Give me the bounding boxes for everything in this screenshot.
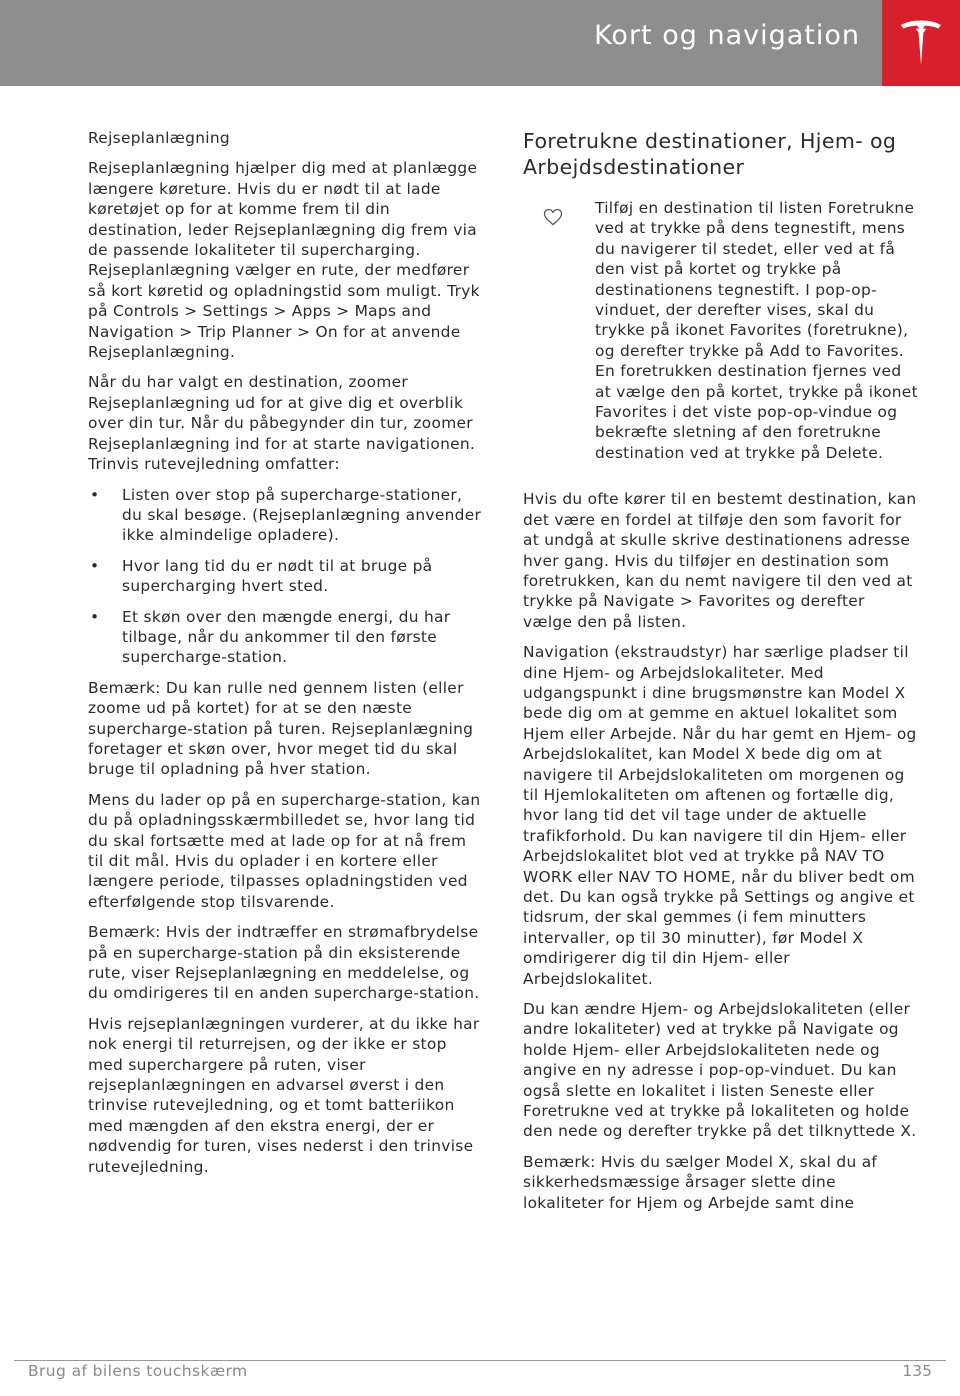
list-item-text: Listen over stop på supercharge-stationer, du skal besøge. (Rejseplanlægning anvender ikke almindelige opladere).	[122, 485, 482, 545]
right-column	[523, 128, 918, 1223]
paragraph: Du kan ændre Hjem- og Arbejdslokaliteten (eller andre lokaliteter) ved at trykke på Navigate og holde Hjem- eller Arbejdslokaliteten nede og angive en ny adresse i pop-op-vinduet. Du kan også slette en lokalitet i listen Seneste eller Foretrukne ved at trykke på lokaliteten og holde den nede og derefter trykke på det tilknyttede X.	[523, 1000, 917, 1141]
note-paragraph: Bemærk: Hvis der indtræffer en strømafbrydelse på en supercharge-station på din eksisterende rute, viser Rejseplanlægning en meddelelse, og du omdirigeres til en anden supercharge-station.	[88, 923, 480, 1003]
note-paragraph: Bemærk: Du kan rulle ned gennem listen (eller zoome ud på kortet) for at se den næste supercharge-station på turen. Rejseplanlægning foretager et skøn over, hvor meget tid du skal bruge til opladning på hver station.	[88, 678, 474, 779]
logo-badge	[882, 0, 960, 86]
heart-outline-icon	[543, 208, 563, 226]
section-heading-trip-planner: Rejseplanlægning	[88, 129, 230, 147]
list-item-text: Et skøn over den mængde energi, du har tilbage, når du ankommer til den første supercharge-station.	[122, 607, 451, 667]
paragraph: Rejseplanlægning hjælper dig med at planlægge længere køreture. Hvis du er nødt til at lade køretøjet op for at komme frem til din destination, leder Rejseplanlægning dig frem via de passende lokaliteter til supercharging. Rejseplanlægning vælger en rute, der medfører så kort køretid og opladningstid som muligt. Tryk på Controls > Settings > Apps > Maps and Navigation > Trip Planner > On for at anvende Rejseplanlægning.	[88, 159, 480, 362]
paragraph: Navigation (ekstraudstyr) har særlige pladser til dine Hjem- og Arbejdslokaliteter. Med udgangspunkt i dine brugsmønstre kan Model X bede dig om at gemme en aktuel lokalitet som Hjem eller Arbejde. Når du har gemt en Hjem- og Arbejdslokalitet, kan Model X bede dig om at navigere til Arbejdslokaliteten om morgenen og til Hjemlokaliteten om aftenen og fortælle dig, hvor lang tid det vil tage under de aktuelle trafikforhold. Du kan navigere til din Hjem- eller Arbejdslokalitet blot ved at trykke på NAV TO WORK eller NAV TO HOME, når du bliver bedt om det. Du kan også trykke på Settings og angive et tidsrum, der skal gemmes (i fem minutters intervaller, op til 30 minutter), før Model X omdirigerer dig til din Hjem- eller Arbejdslokalitet.	[523, 643, 917, 988]
tesla-logo-icon	[898, 16, 944, 68]
paragraph: Hvis rejseplanlægningen vurderer, at du ikke har nok energi til returrejsen, og der ikke er stop med superchargere på ruten, viser rejseplanlægningen en advarsel øverst i den trinvise rutevejledning, og et tomt batteriikon med mængden af den ekstra energi, der er nødvendig for turen, vises nederst i den trinvise rutevejledning.	[88, 1014, 480, 1176]
bullet-icon: •	[90, 607, 100, 626]
left-column	[88, 128, 484, 1187]
tip-note	[523, 198, 918, 463]
list-item	[88, 607, 484, 668]
footer-divider	[14, 1360, 946, 1361]
footer-section-title: Brug af bilens touchskærm	[28, 1362, 248, 1380]
bullet-icon: •	[90, 556, 100, 575]
page-number: 135	[902, 1362, 932, 1380]
paragraph: Mens du lader op på en supercharge-station, kan du på opladningsskærmbilledet se, hvor lang tid du skal fortsætte med at lade op for at nå frem til dit mål. Hvis du oplader i en kortere eller længere periode, tilpasses opladningstiden ved efterfølgende stop tilsvarende.	[88, 790, 481, 911]
page-title: Kort og navigation	[594, 20, 860, 51]
paragraph: Hvis du ofte kører til en bestemt destination, kan det være en fordel at tilføje den som favorit for at undgå at skulle skrive destinationens adresse hver gang. Hvis du tilføjer en destination som foretrukken, kan du nemt navigere til den ved at trykke på Navigate > Favorites og derefter vælge den på listen.	[523, 490, 917, 631]
bullet-icon: •	[90, 485, 100, 504]
bullet-list	[88, 485, 484, 668]
list-item	[88, 485, 484, 546]
list-item	[88, 556, 484, 597]
list-item-text: Hvor lang tid du er nødt til at bruge på supercharging hvert sted.	[122, 556, 433, 596]
paragraph: Når du har valgt en destination, zoomer Rejseplanlægning ud for at give dig et overblik over din tur. Når du påbegynder din tur, zoomer Rejseplanlægning ind for at starte navigationen. Trinvis rutevejledning omfatter:	[88, 373, 476, 474]
page-header	[0, 0, 882, 86]
section-heading-favorites: Foretrukne destinationer, Hjem- og Arbejdsdestinationer	[523, 129, 897, 179]
tip-note-text: Tilføj en destination til listen Foretrukne ved at trykke på dens tegnestift, mens du navigerer til stedet, eller ved at få den vist på kortet og trykke på destinationens tegnestift. I pop-op-vinduet, der derefter vises, skal du trykke på ikonet Favorites (foretrukne), og derefter trykke på Add to Favorites. En foretrukken destination fjernes ved at vælge den på kortet, trykke på ikonet Favorites i det viste pop-op-vindue og bekræfte sletning af den foretrukne destination ved at trykke på Delete.	[595, 199, 918, 462]
note-paragraph: Bemærk: Hvis du sælger Model X, skal du af sikkerhedsmæssige årsager slette dine lokaliteter for Hjem og Arbejde samt dine	[523, 1152, 878, 1212]
